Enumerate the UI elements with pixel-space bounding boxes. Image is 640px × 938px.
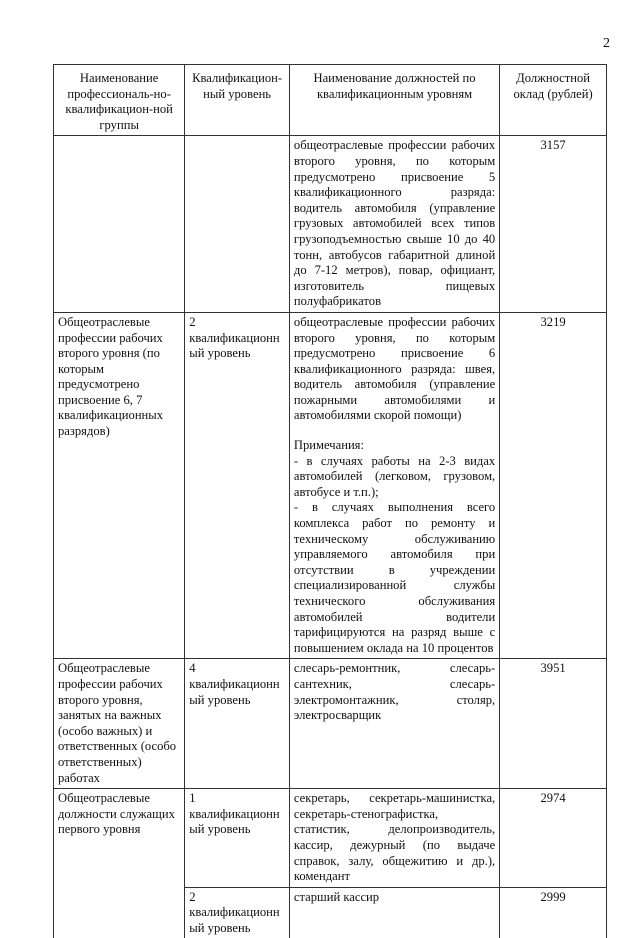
- positions-text: секретарь, секретарь-машинистка, секретарь-стенографистка, статистик, делопроизводитель, кассир, дежурный (по выдаче справок, залу, общежитию и др.), комендант: [293, 791, 496, 884]
- positions-text: общеотраслевые профессии рабочих второго уровня, по которым предусмотрено присвоение 5 квалификационного разряда: водитель автомобиля (управление грузовых автомобилей всех типов грузоподъемностью свыше 10 до 40 тонн, автобусов габаритной длиной до 7-12 метров), повар, официант, изготовитель пищевых полуфабрикатов: [293, 138, 496, 309]
- positions-cell: [289, 659, 499, 789]
- positions-text: старший кассир: [293, 889, 380, 904]
- level-cell: [185, 136, 290, 313]
- note-item: - в случаях выполнения всего комплекса работ по ремонту и техническому обслуживанию управляемого автомобиля при отсутствии в учреждении специализированной службы технического обслуживания автомобилей водители тарифицируются на разряд выше с повышением оклада на 10 процентов: [293, 500, 496, 655]
- salary-table: [53, 64, 607, 938]
- header-group: Наименование профессиональ-но-квалификацион-ной группы: [54, 65, 185, 136]
- positions-cell: [289, 136, 499, 313]
- group-cell: [54, 136, 185, 313]
- salary-cell: 2974: [500, 789, 607, 888]
- group-cell: Общеотраслевые профессии рабочих второго уровня, занятых на важных (особо важных) и ответственных (особо ответственных) работах: [54, 659, 185, 789]
- positions-cell: [289, 789, 499, 888]
- positions-cell: [289, 312, 499, 658]
- level-cell: 2 квалификационный уровень: [185, 887, 290, 938]
- header-positions: Наименование должностей по квалификационным уровням: [289, 65, 499, 136]
- header-salary: Должностной оклад (рублей): [500, 65, 607, 136]
- positions-cell: [289, 887, 499, 938]
- table-row: [54, 887, 607, 938]
- table-header-row: [54, 65, 607, 136]
- salary-cell: 3157: [500, 136, 607, 313]
- table-row: [54, 659, 607, 789]
- level-cell: 1 квалификационный уровень: [185, 789, 290, 888]
- level-cell: 2 квалификационный уровень: [185, 312, 290, 658]
- group-cell: Общеотраслевые профессии рабочих второго уровня (по которым предусмотрено присвоение 6, 7 квалификационных разрядов): [54, 312, 185, 658]
- salary-cell: 3951: [500, 659, 607, 789]
- salary-cell: 2999: [500, 887, 607, 938]
- notes-heading: Примечания:: [293, 438, 364, 453]
- group-cell: Общеотраслевые должности служащих первого уровня: [54, 789, 185, 888]
- table-row: [54, 789, 607, 888]
- group-cell: [54, 887, 185, 938]
- note-item: - в случаях работы на 2-3 видах автомобилей (легковом, грузовом, автобусе и т.п.);: [293, 453, 496, 499]
- positions-text: общеотраслевые профессии рабочих второго уровня, по которым предусмотрено присвоение 6 квалификационного разряда: швея, водитель автомобиля (управление пожарными автомобилями и автомобилями скорой помощи): [293, 314, 496, 423]
- page-number: 2: [603, 36, 610, 51]
- positions-text: слесарь-ремонтник, слесарь-сантехник, слесарь-электромонтажник, столяр, электросварщик: [293, 661, 496, 723]
- table-row: [54, 312, 607, 658]
- header-level: Квалификацион-ный уровень: [185, 65, 290, 136]
- level-cell: 4 квалификационный уровень: [185, 659, 290, 789]
- salary-cell: 3219: [500, 312, 607, 658]
- table-row: [54, 136, 607, 313]
